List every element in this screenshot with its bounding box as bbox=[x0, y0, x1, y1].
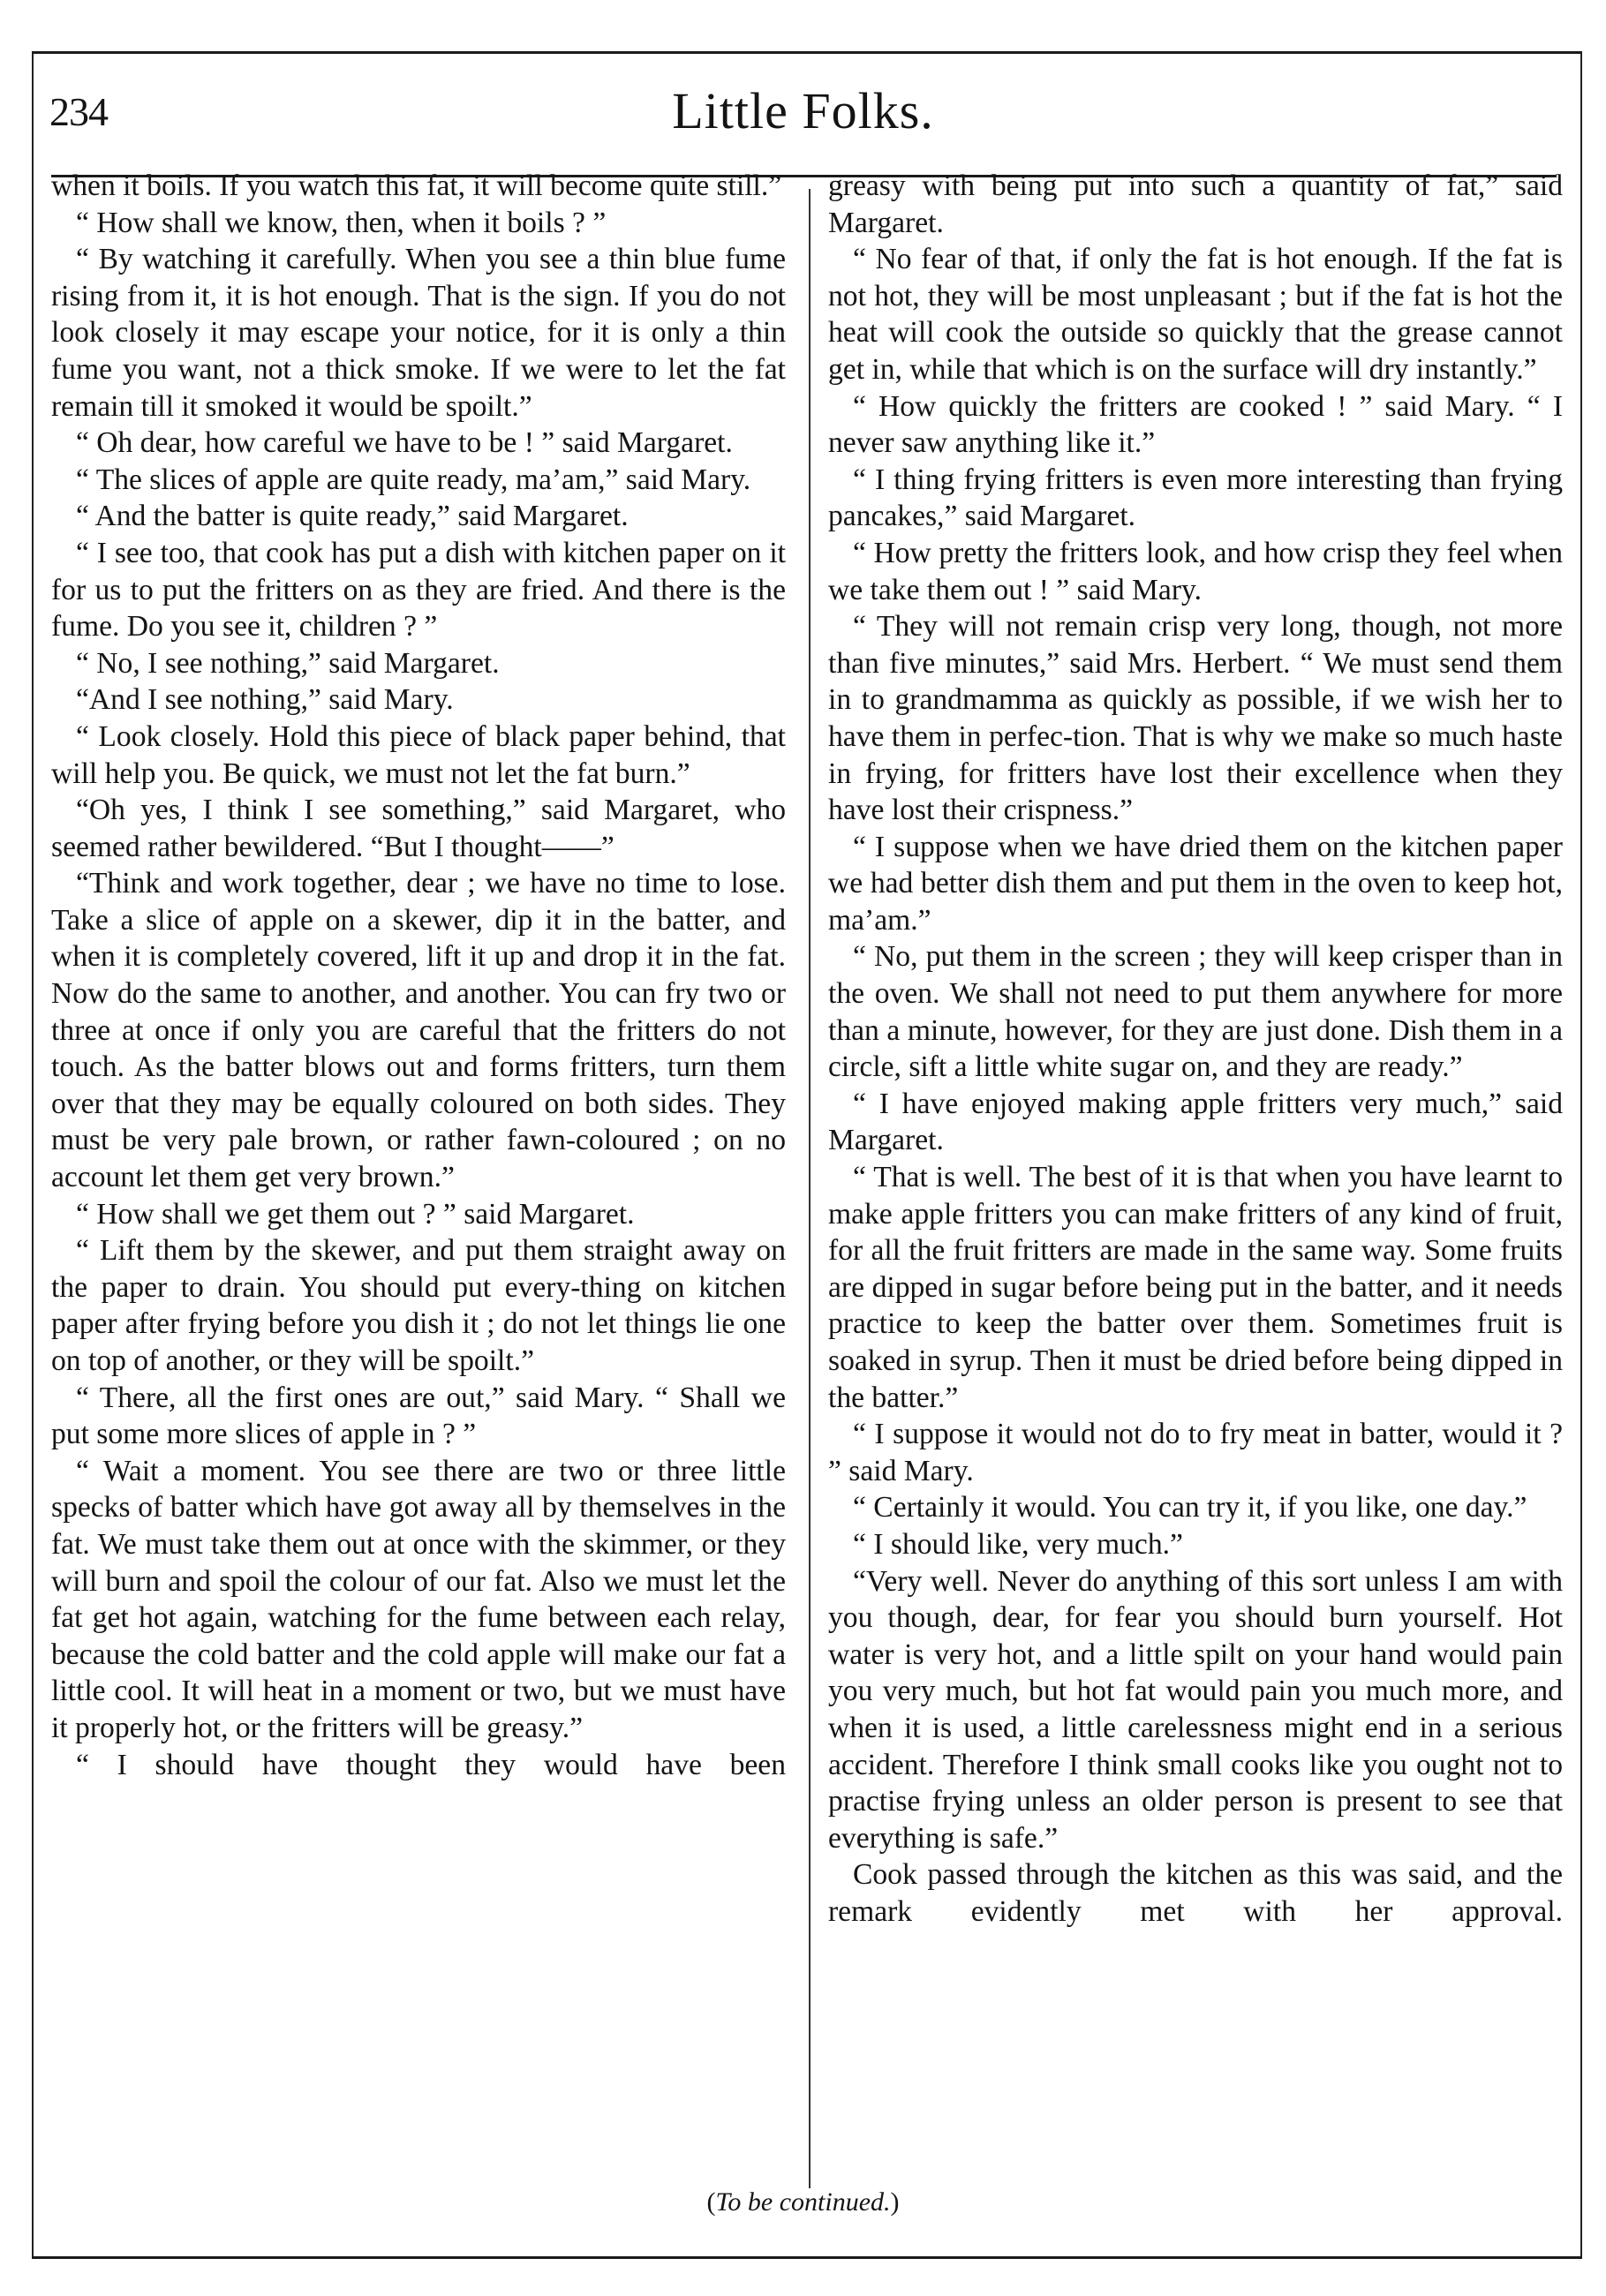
right-column bbox=[828, 168, 1563, 1931]
paragraph: “ No, I see nothing,” said Margaret. bbox=[76, 646, 500, 680]
paragraph: “ I suppose when we have dried them on the kitchen paper we had better dish them and put them in the oven to keep hot, ma’am.” bbox=[828, 830, 1563, 937]
paragraph: “ By watching it carefully. When you see a thin blue fume rising from it, it is hot enough. That is the sign. If you do not look closely it may escape your notice, for it is only a thin fume you want, not a thick smoke. If we were to let the fat remain till it smoked it would be spoilt.” bbox=[51, 243, 786, 423]
paragraph: “ No fear of that, if only the fat is hot enough. If the fat is not hot, they will be most unpleasant ; but if the fat is hot the heat will cook the outside so quickly that the grease cannot get in, while that which is on the surface will dry instantly.” bbox=[828, 243, 1563, 386]
paragraph: “ I thing frying fritters is even more interesting than frying pancakes,” said Margaret. bbox=[828, 463, 1563, 533]
paragraph: “ Oh dear, how careful we have to be ! ” said Margaret. bbox=[76, 426, 733, 460]
paragraph: “ Look closely. Hold this piece of black paper behind, that will help you. Be quick, we must not let the fat burn.” bbox=[51, 719, 786, 790]
paragraph: “ I should have thought they would have been bbox=[76, 1748, 786, 1781]
continuation-open-paren: ( bbox=[706, 2187, 716, 2217]
paragraph: greasy with being put into such a quantity of fat,” said Margaret. bbox=[828, 169, 1563, 239]
paragraph: “ I see too, that cook has put a dish with kitchen paper on it for us to put the fritters on as they are fried. And there is the fume. Do you see it, children ? ” bbox=[51, 536, 786, 644]
paragraph: “Very well. Never do anything of this sort unless I am with you though, dear, for fear you should burn yourself. Hot water is very hot, and a little spilt on your hand would pain you very much, but hot fat would pain you much more, and when it is used, a little carelessness might end in a serious accident. Therefore I think small cooks like you ought not to practise frying unless an older person is present to see that everything is safe.” bbox=[828, 1564, 1563, 1855]
column-divider bbox=[809, 189, 811, 2188]
bottom-rule bbox=[32, 2256, 1582, 2259]
paragraph: “ Certainly it would. You can try it, if you like, one day.” bbox=[853, 1491, 1527, 1524]
paragraph: “ No, put them in the screen ; they will keep crisper than in the oven. We shall not need to put them anywhere for more than a minute, however, for they are just done. Dish them in a circle, sift a little white sugar on, and they are ready.” bbox=[828, 940, 1563, 1084]
paragraph: “Oh yes, I think I see something,” said Margaret, who seemed rather bewildered. “But I thought——” bbox=[51, 794, 786, 863]
paragraph: “ I have enjoyed making apple fritters very much,” said Margaret. bbox=[828, 1087, 1563, 1157]
running-title: Little Folks. bbox=[672, 82, 934, 139]
paragraph: “ They will not remain crisp very long, though, not more than five minutes,” said Mrs. Herbert. “ We must send them in to grandmamma as quickly as possible, if we wish her to have them in perfec-tion. That is why we make so much haste in frying, for fritters have lost their excellence when they have lost their crispness.” bbox=[828, 610, 1563, 827]
paragraph: “ I suppose it would not do to fry meat in batter, would it ? ” said Mary. bbox=[828, 1418, 1563, 1487]
paragraph: “And I see nothing,” said Mary. bbox=[76, 683, 454, 717]
paragraph: “ How pretty the fritters look, and how crisp they feel when we take them out ! ” said Mary. bbox=[828, 536, 1563, 606]
paragraph: when it boils. If you watch this fat, it will become quite still.” bbox=[51, 169, 782, 202]
paragraph: “ How shall we know, then, when it boils ? ” bbox=[76, 206, 607, 239]
continuation-close-paren: ) bbox=[890, 2187, 900, 2217]
paragraph: “ How quickly the fritters are cooked ! ” said Mary. “ I never saw anything like it.” bbox=[828, 389, 1563, 460]
paragraph: “ There, all the first ones are out,” said Mary. “ Shall we put some more slices of apple in ? ” bbox=[51, 1381, 786, 1451]
paragraph: “ That is well. The best of it is that when you have learnt to make apple fritters you can make fritters of any kind of fruit, for all the fruit fritters are made in the same way. Some fruits are dipped in sugar before being put in the batter, and it needs practice to keep the batter over them. Sometimes fruit is soaked in syrup. Then it must be dried before being dipped in the batter.” bbox=[828, 1161, 1563, 1414]
paragraph: “ The slices of apple are quite ready, ma’am,” said Mary. bbox=[76, 463, 751, 496]
paragraph: “ And the batter is quite ready,” said Margaret. bbox=[76, 500, 629, 533]
page-number: 234 bbox=[49, 89, 108, 134]
continuation-text: To be continued. bbox=[715, 2187, 891, 2217]
paragraph: Cook passed through the kitchen as this was said, and the remark evidently met with her approval. bbox=[828, 1858, 1563, 1928]
left-column bbox=[51, 168, 786, 1783]
paragraph: “ Lift them by the skewer, and put them straight away on the paper to drain. You should put every-thing on kitchen paper after frying before you dish it ; do not let things lie one on top of another, or they will be spoilt.” bbox=[51, 1234, 786, 1377]
paragraph: “ How shall we get them out ? ” said Margaret. bbox=[76, 1197, 635, 1231]
paragraph: “Think and work together, dear ; we have no time to lose. Take a slice of apple on a skewer, dip it in the batter, and when it is completely covered, lift it up and drop it in the fat. Now do the same to another, and another. You can fry two or three at once if only you are careful that the fritters do not touch. As the batter blows out and forms fritters, turn them over that they may be equally coloured on both sides. They must be very pale brown, or rather fawn-coloured ; on no account let them get very brown.” bbox=[51, 867, 786, 1194]
paragraph: “ Wait a moment. You see there are two or three little specks of batter which have got away all by themselves in the fat. We must take them out at once with the skimmer, or they will burn and spoil the colour of our fat. Also we must let the fat get hot again, watching for the fume between each relay, because the cold batter and the cold apple will make our fat a little cool. It will heat in a moment or two, but we must have it properly hot, or the fritters will be greasy.” bbox=[51, 1454, 786, 1744]
paragraph: “ I should like, very much.” bbox=[853, 1527, 1183, 1561]
continuation-note bbox=[0, 2187, 1606, 2217]
